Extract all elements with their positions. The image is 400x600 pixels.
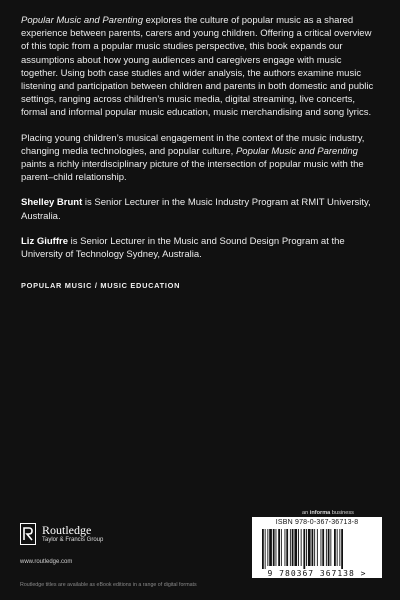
barcode-bar bbox=[292, 529, 294, 566]
barcode-bar bbox=[337, 529, 338, 566]
barcode-bar bbox=[265, 529, 266, 569]
subject-category: POPULAR MUSIC / MUSIC EDUCATION bbox=[21, 281, 181, 291]
barcode-bar bbox=[267, 529, 268, 566]
barcode-bar bbox=[278, 529, 280, 566]
barcode-bar bbox=[281, 529, 282, 566]
author-bio-1 bbox=[21, 196, 381, 222]
routledge-logo-icon bbox=[20, 523, 36, 545]
barcode-bar bbox=[308, 529, 311, 566]
informa-suffix: business bbox=[330, 510, 354, 516]
barcode-bar bbox=[294, 529, 297, 566]
publisher-group: Taylor & Francis Group bbox=[42, 537, 104, 543]
barcode-bar bbox=[321, 529, 322, 566]
cover-text bbox=[21, 14, 381, 292]
barcode-bar bbox=[330, 529, 331, 566]
barcode-bar bbox=[303, 529, 305, 569]
barcode-bar bbox=[285, 529, 286, 566]
description-text-2b: paints a richly interdisciplinary picture of the intersection of popular music with the parent–child relationship. bbox=[21, 159, 364, 184]
barcode-bar bbox=[326, 529, 327, 566]
informa-prefix: an bbox=[302, 510, 310, 516]
author-bio-2 bbox=[21, 235, 381, 261]
barcode-bar bbox=[314, 529, 315, 566]
informa-business-label bbox=[302, 510, 354, 516]
barcode-bar bbox=[298, 529, 299, 566]
book-title-italic-2: Popular Music and Parenting bbox=[235, 145, 358, 157]
author-name-2: Liz Giuffre bbox=[21, 235, 68, 247]
barcode-digits: 9 780367 367138 > bbox=[267, 569, 367, 578]
barcode-bar bbox=[286, 529, 288, 566]
barcode-icon bbox=[258, 529, 376, 569]
description-text-2a: Placing young children’s musical engagement in the context of the music industry, changing media technologies, and popular culture, bbox=[21, 132, 365, 157]
barcode-bar bbox=[273, 529, 275, 566]
barcode-bar bbox=[276, 529, 277, 566]
barcode-bar bbox=[290, 529, 291, 566]
barcode-bar bbox=[262, 529, 264, 569]
publisher-logo bbox=[20, 523, 180, 563]
barcode-bar bbox=[328, 529, 330, 566]
publisher-website: www.routledge.com bbox=[20, 559, 73, 565]
barcode-bar bbox=[312, 529, 314, 566]
informa-brand: informa bbox=[309, 510, 331, 516]
ebook-note: Routledge titles are available as eBook editions in a range of digital formats bbox=[20, 582, 197, 588]
description-text-1: explores the culture of popular music as a shared experience between parents, carers and young children. Offering a critical overview of this topic from a popular music studies perspective, this book expands our assumptions about how young audiences and caregivers engage with music together. Using both case studies and wider analysis, the authors examine music listening and participation between children and parents in both domestic and public settings, ranging across children’s music media, digital streaming, live concerts, formal and informal popular music education, music merchandising and song lyrics. bbox=[21, 15, 374, 119]
barcode-bar bbox=[269, 529, 272, 566]
barcode-bar bbox=[301, 529, 302, 566]
barcode-bar bbox=[317, 529, 318, 566]
description-paragraph-1 bbox=[21, 14, 381, 120]
author-bio-text-2: is Senior Lecturer in the Music and Sound Design Program at the University of Technology Sydney, Australia. bbox=[21, 235, 345, 261]
barcode-bar bbox=[339, 529, 340, 566]
book-title-italic: Popular Music and Parenting bbox=[21, 15, 143, 26]
isbn-barcode bbox=[252, 517, 382, 578]
isbn-number: ISBN 978-0-367-36713-8 bbox=[275, 519, 359, 526]
publisher-name: Routledge bbox=[42, 523, 92, 537]
author-name-1: Shelley Brunt bbox=[21, 197, 83, 209]
barcode-bar bbox=[306, 529, 307, 566]
author-bio-text-1: is Senior Lecturer in the Music Industry Program at RMIT University, Australia. bbox=[21, 197, 371, 222]
barcode-bar bbox=[322, 529, 324, 566]
barcode-bar bbox=[341, 529, 343, 569]
description-paragraph-2 bbox=[21, 132, 381, 185]
barcode-bar bbox=[334, 529, 336, 566]
